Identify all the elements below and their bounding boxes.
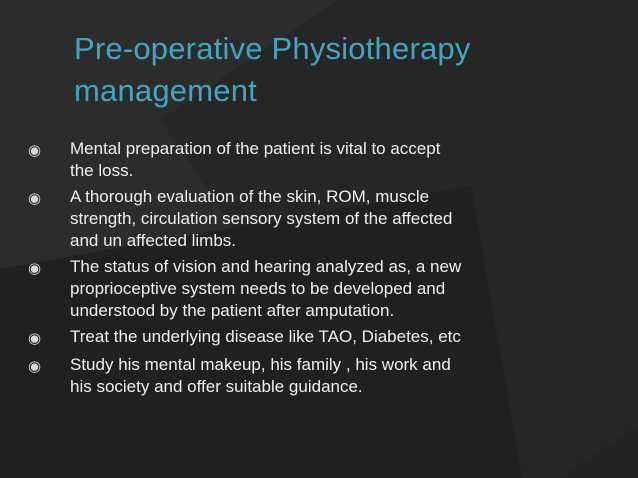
bullet-list <box>28 138 618 402</box>
bullet-text <box>70 256 618 322</box>
slide-title <box>74 28 594 112</box>
bullet-item-3 <box>28 256 618 322</box>
bullet-item-5 <box>28 354 618 398</box>
slide-title-line-2: management <box>74 73 257 108</box>
bullet-line: strength, circulation sensory system of the affected <box>70 209 453 228</box>
circle-bullet-icon: ◉ <box>28 190 42 207</box>
bullet-line: proprioceptive system needs to be developed and <box>70 279 446 298</box>
bullet-item-2 <box>28 186 618 252</box>
bullet-text <box>70 186 618 252</box>
bullet-line: Study his mental makeup, his family , his work and <box>70 355 451 374</box>
bullet-item-1 <box>28 138 618 182</box>
circle-bullet-icon: ◉ <box>28 330 42 347</box>
bullet-line: Treat the underlying disease like TAO, Diabetes, etc <box>70 327 461 346</box>
bullet-line: Mental preparation of the patient is vital to accept <box>70 139 441 158</box>
slide-title-line-1: Pre-operative Physiotherapy <box>74 31 471 66</box>
bullet-text <box>70 354 618 398</box>
bullet-text <box>70 138 618 182</box>
bullet-line: and un affected limbs. <box>70 231 237 250</box>
bullet-line: understood by the patient after amputation. <box>70 301 395 320</box>
circle-bullet-icon: ◉ <box>28 142 42 159</box>
bullet-line: A thorough evaluation of the skin, ROM, muscle <box>70 187 430 206</box>
bullet-line: the loss. <box>70 161 134 180</box>
bullet-line: The status of vision and hearing analyzed as, a new <box>70 257 462 276</box>
bullet-text <box>70 326 618 348</box>
bullet-line: his society and offer suitable guidance. <box>70 377 363 396</box>
circle-bullet-icon: ◉ <box>28 358 42 375</box>
bullet-item-4 <box>28 326 618 350</box>
circle-bullet-icon: ◉ <box>28 260 42 277</box>
